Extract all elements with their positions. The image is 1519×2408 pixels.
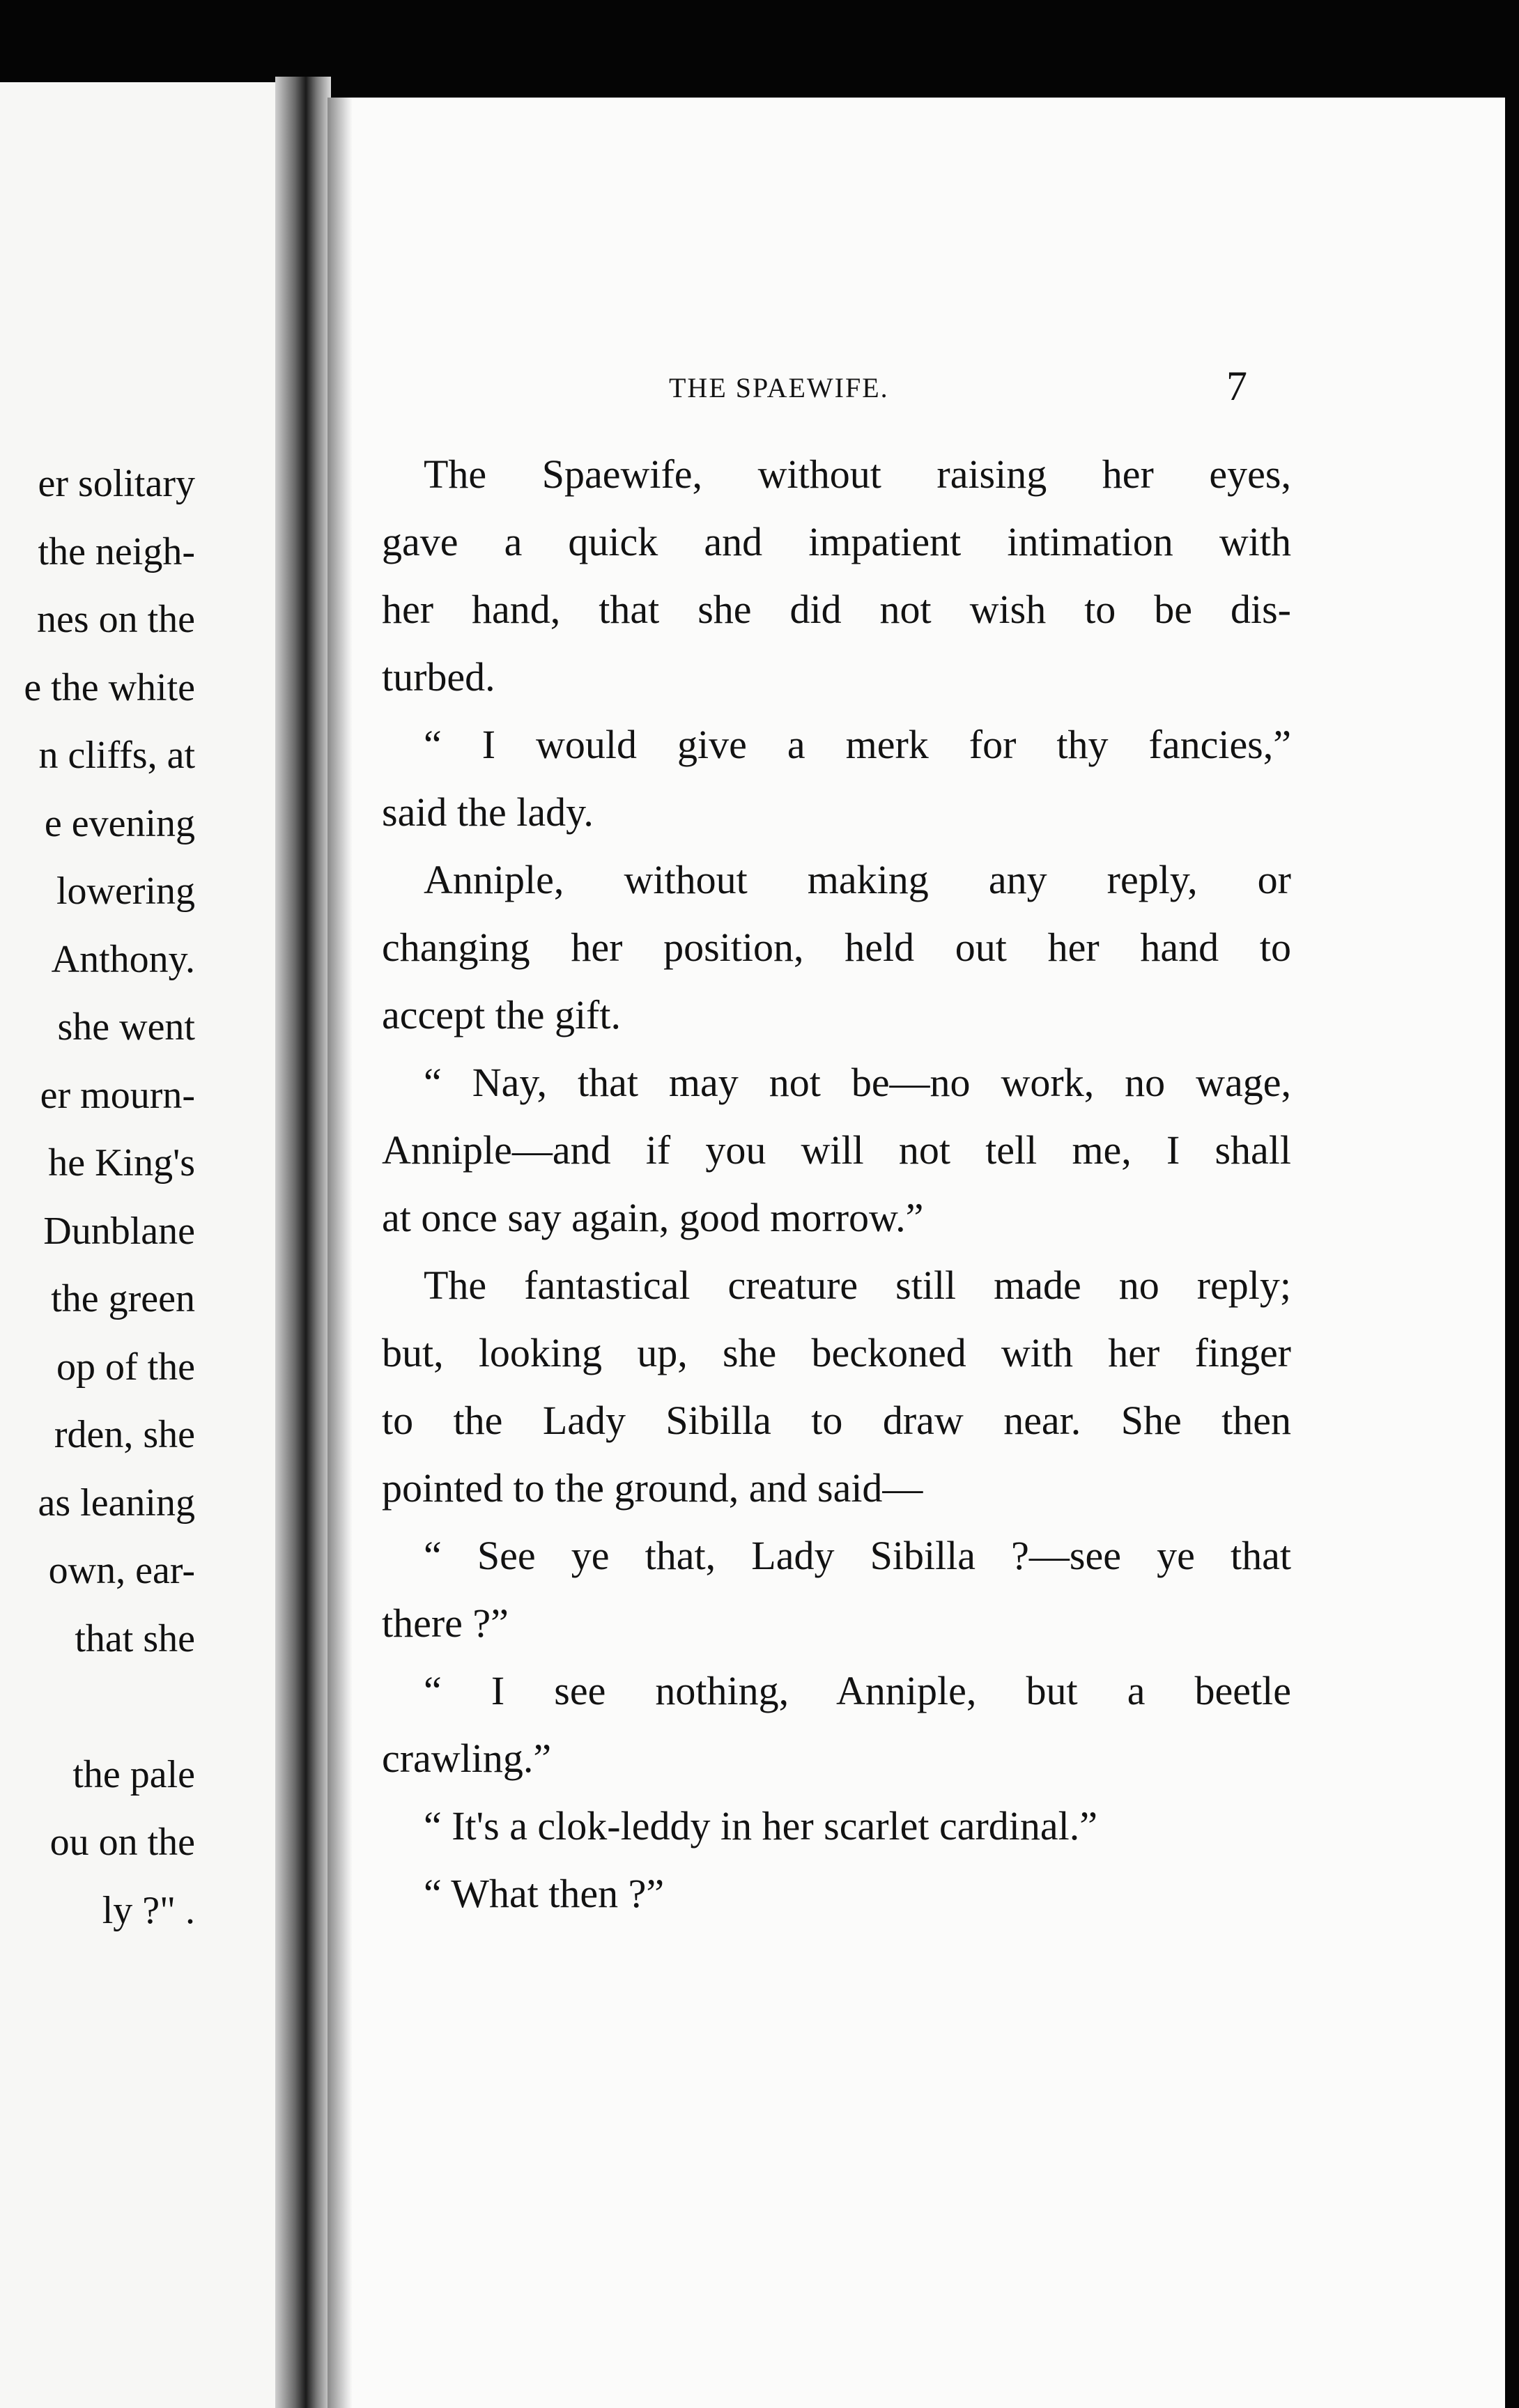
- text-line: The fantastical creature still made no reply;: [424, 1263, 1291, 1308]
- left-page-line: er mourn-: [40, 1073, 195, 1117]
- left-page-line: ly ?" .: [102, 1888, 195, 1932]
- left-page-line: she went: [57, 1005, 195, 1049]
- text-line: her hand, that she did not wish to be dis-: [382, 587, 1291, 632]
- text-line: accept the gift.: [382, 992, 621, 1037]
- left-page-line: op of the: [56, 1345, 195, 1389]
- text-line: “ It's a clok-leddy in her scarlet cardinal.”: [424, 1803, 1097, 1849]
- text-line: gave a quick and impatient intimation with: [382, 519, 1291, 564]
- body-text: [382, 440, 1291, 1927]
- text-line: “ I see nothing, Anniple, but a beetle: [424, 1668, 1291, 1713]
- left-page-line: ou on the: [49, 1821, 195, 1864]
- text-line: pointed to the ground, and said—: [382, 1465, 923, 1511]
- book-gutter: [275, 77, 331, 2408]
- left-page-line: n cliffs, at: [38, 734, 195, 777]
- left-page-line: the neigh-: [38, 530, 195, 573]
- page-number: 7: [1226, 363, 1247, 409]
- text-line: The Spaewife, without raising her eyes,: [424, 452, 1291, 497]
- text-line: “ Nay, that may not be—no work, no wage,: [424, 1060, 1291, 1105]
- left-page-line: Dunblane: [43, 1209, 195, 1253]
- left-page-line: the pale: [72, 1752, 195, 1796]
- text-line: to the Lady Sibilla to draw near. She then: [382, 1398, 1291, 1443]
- right-page: [327, 98, 1505, 2408]
- left-page-line: e evening: [44, 801, 195, 845]
- left-page-line: Anthony.: [51, 937, 195, 981]
- left-page: [0, 82, 300, 2408]
- left-page-text: [0, 450, 195, 1945]
- left-page-line: lowering: [56, 870, 195, 913]
- text-line: “ See ye that, Lady Sibilla ?—see ye that: [424, 1533, 1291, 1578]
- left-page-line: the green: [51, 1277, 195, 1320]
- text-line: changing her position, held out her hand to: [382, 925, 1291, 970]
- text-line: Anniple, without making any reply, or: [424, 857, 1291, 902]
- left-page-line: as leaning: [38, 1481, 195, 1525]
- left-page-line: rden, she: [54, 1413, 195, 1456]
- text-line: at once say again, good morrow.”: [382, 1195, 924, 1240]
- page-inner-edge-shadow: [327, 98, 353, 2408]
- text-line: turbed.: [382, 654, 495, 700]
- text-line: there ?”: [382, 1600, 509, 1646]
- text-line: crawling.”: [382, 1736, 552, 1781]
- text-line: but, looking up, she beckoned with her finger: [382, 1330, 1291, 1375]
- left-page-line: that she: [75, 1616, 195, 1660]
- left-page-line: [0, 1673, 195, 1741]
- left-page-line: he King's: [48, 1141, 195, 1184]
- running-head: THE SPAEWIFE.: [669, 372, 889, 403]
- left-page-line: e the white: [24, 665, 195, 709]
- left-page-line: nes on the: [36, 598, 195, 641]
- text-line: said the lady.: [382, 789, 594, 835]
- left-page-line: er solitary: [38, 462, 195, 505]
- text-line: Anniple—and if you will not tell me, I shall: [382, 1127, 1291, 1173]
- left-page-line: own, ear-: [48, 1549, 195, 1592]
- text-line: “ I would give a merk for thy fancies,”: [424, 722, 1291, 767]
- text-line: “ What then ?”: [424, 1871, 665, 1916]
